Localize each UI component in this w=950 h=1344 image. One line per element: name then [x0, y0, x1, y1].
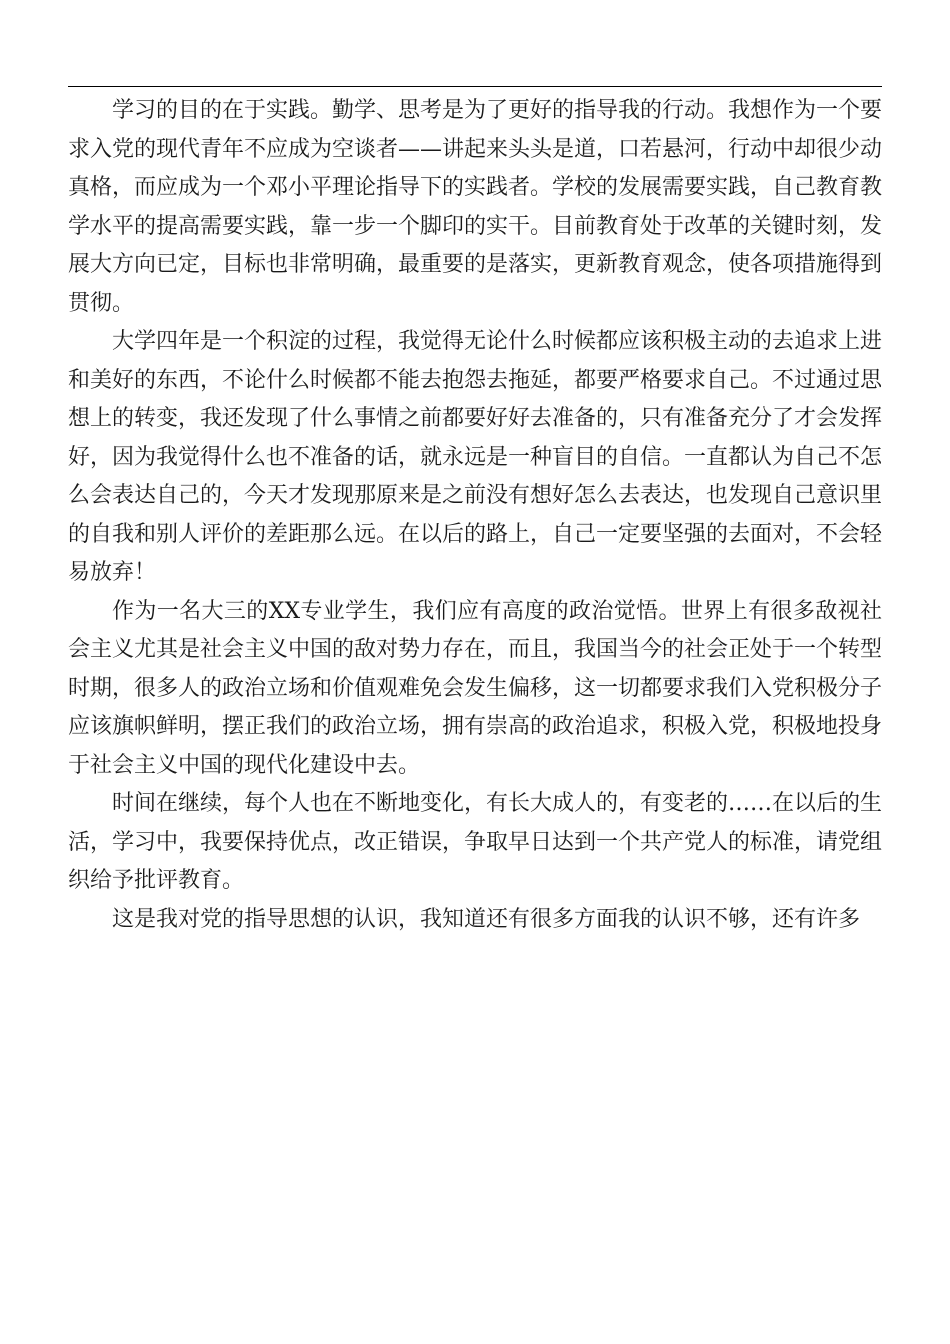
- header-rule: [68, 86, 882, 87]
- paragraph-university-years: 大学四年是一个积淀的过程，我觉得无论什么时候都应该积极主动的去追求上进和美好的东西，不论什么时候都不能去抱怨去拖延，都要严格要求自己。不过通过思想上的转变，我还发现了什么事情之前都要好好去准备的，只有准备充分了才会发挥好，因为我觉得什么也不准备的话，就永远是一种盲目的自信。一直都认为自己不怎么会表达自己的，今天才发现那原来是之前没有想好怎么去表达，也发现自己意识里的自我和别人评价的差距那么远。在以后的路上，自己一定要坚强的去面对，不会轻易放弃！: [68, 329, 883, 585]
- paragraph-practice: 学习的目的在于实践。勤学、思考是为了更好的指导我的行动。我想作为一个要求入党的现代青年不应成为空谈者——讲起来头头是道，口若悬河，行动中却很少动真格，而应成为一个邓小平理论指导下的实践者。学校的发展需要实践，自己教育教学水平的提高需要实践，靠一步一个脚印的实干。目前教育处于改革的关键时刻，发展大方向已定，目标也非常明确，最重要的是落实，更新教育观念，使各项措施得到贯彻。: [68, 98, 883, 316]
- paragraph-time-continues: 时间在继续，每个人也在不断地变化，有长大成人的，有变老的……在以后的生活，学习中，我要保持优点，改正错误，争取早日达到一个共产党人的标准，请党组织给予批评教育。: [68, 791, 883, 893]
- paragraph-understanding: 这是我对党的指导思想的认识，我知道还有很多方面我的认识不够，还有许多: [112, 906, 861, 932]
- document-body: [68, 92, 882, 939]
- paragraph-political-awareness: 作为一名大三的XX专业学生，我们应有高度的政治觉悟。世界上有很多敌视社会主义尤其是社会主义中国的敌对势力存在，而且，我国当今的社会正处于一个转型时期，很多人的政治立场和价值观难免会发生偏移，这一切都要求我们入党积极分子应该旗帜鲜明，摆正我们的政治立场，拥有崇高的政治追求，积极入党，积极地投身于社会主义中国的现代化建设中去。: [68, 598, 883, 778]
